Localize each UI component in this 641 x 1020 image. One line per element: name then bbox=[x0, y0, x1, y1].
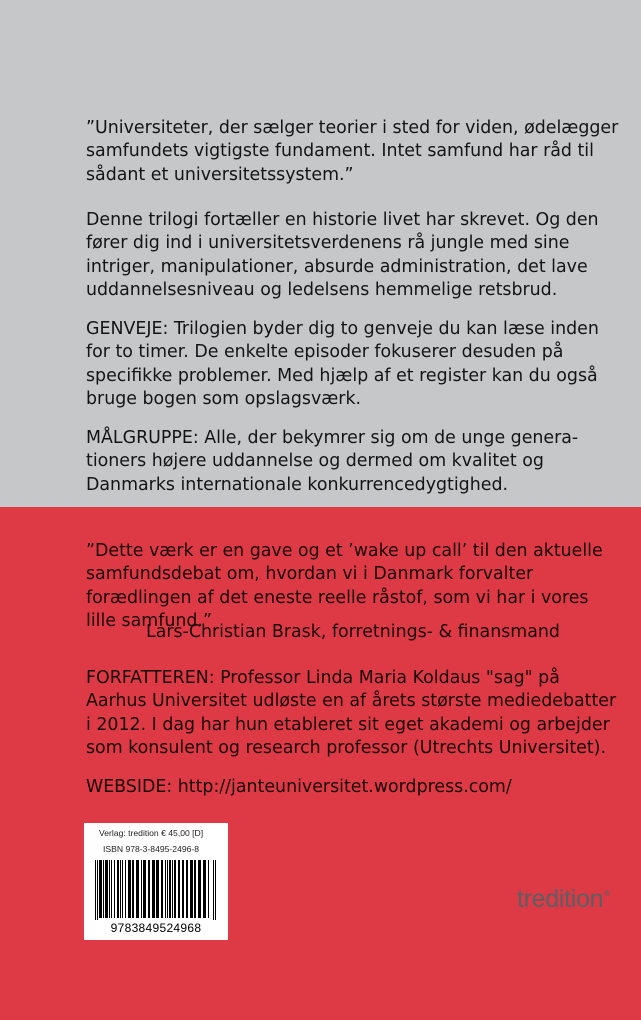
website-line bbox=[86, 776, 512, 799]
malgruppe-line: tioners højere uddannelse og dermed om kvalitet og bbox=[86, 451, 544, 472]
barcode-bar bbox=[109, 860, 110, 918]
description-line: intriger, manipulationer, absurde administration, det lave bbox=[86, 256, 588, 277]
barcode-bar bbox=[111, 860, 112, 918]
barcode-bar bbox=[198, 860, 201, 918]
quote-line: samfundets vigtigste fundament. Intet samfund har råd til bbox=[86, 141, 594, 162]
barcode-bar bbox=[169, 860, 171, 918]
description-line: Denne trilogi fortæller en historie livet har skrevet. Og den bbox=[86, 210, 599, 230]
barcode-bar bbox=[99, 860, 102, 918]
barcode-image bbox=[94, 860, 218, 920]
barcode-bar bbox=[105, 860, 108, 918]
logo-text: tredition bbox=[517, 885, 604, 913]
barcode-bar bbox=[182, 860, 184, 918]
barcode-bar bbox=[208, 860, 209, 918]
publisher-price: Verlag: tredition € 45,00 [D] bbox=[99, 828, 204, 838]
description-line: fører dig ind i universitetsverdenens rå jungle med sine bbox=[86, 233, 570, 254]
quote-line: sådant et universitetssystem.” bbox=[86, 164, 354, 185]
barcode-bar bbox=[132, 860, 134, 918]
genveje-paragraph bbox=[86, 318, 599, 412]
barcode-bar bbox=[122, 860, 123, 918]
barcode-bar bbox=[215, 860, 216, 920]
description-paragraph bbox=[86, 209, 599, 303]
barcode-bar bbox=[165, 860, 166, 918]
barcode-bar bbox=[172, 860, 173, 918]
review-line: lille samfund.” bbox=[86, 611, 212, 632]
genveje-line: bruge bogen som opslagsværk. bbox=[86, 389, 362, 410]
barcode-number: 9783849524968 bbox=[110, 921, 202, 935]
author-line: FORFATTEREN: Professor Linda Maria Koldaus "sag" på bbox=[86, 668, 560, 688]
barcode-bar bbox=[203, 860, 206, 918]
author-line: i 2012. I dag har hun etableret sit eget akademi og arbejder bbox=[86, 714, 610, 735]
registered-mark: ® bbox=[604, 889, 610, 898]
barcode-bar bbox=[143, 860, 146, 918]
quote-line: ”Universiteter, der sælger teorier i sted for viden, ødelægger bbox=[86, 118, 619, 138]
barcode-bar bbox=[194, 860, 196, 918]
tredition-logo bbox=[517, 885, 610, 914]
review-line: forædlingen af det eneste reelle råstof, som vi har i vores bbox=[86, 587, 589, 608]
barcode-label bbox=[84, 823, 228, 940]
barcode-bar bbox=[152, 860, 155, 918]
malgruppe-line: Danmarks internationale konkurrencedygtighed. bbox=[86, 474, 509, 495]
barcode-bar bbox=[117, 860, 119, 918]
barcode-bar bbox=[167, 860, 168, 918]
barcode-bar bbox=[95, 860, 96, 920]
bottom-red-section bbox=[0, 507, 641, 1020]
barcode-bar bbox=[186, 860, 188, 918]
genveje-line: for to timer. De enkelte episoder fokuserer desuden på bbox=[86, 342, 564, 363]
genveje-line: GENVEJE: Trilogien byder dig to genveje du kan læse inden bbox=[86, 319, 599, 339]
malgruppe-paragraph bbox=[86, 427, 578, 497]
description-line: uddannelsesniveau og ledelsens hemmelige retsbrud. bbox=[86, 280, 558, 301]
barcode-bar bbox=[178, 860, 180, 918]
opening-quote bbox=[86, 117, 618, 187]
barcode-bar bbox=[213, 860, 214, 920]
author-paragraph bbox=[86, 667, 616, 761]
barcode-bar bbox=[161, 860, 163, 918]
barcode-bar bbox=[136, 860, 139, 918]
review-attribution: Lars-Christian Brask, forretnings- & finansmand bbox=[146, 622, 560, 642]
barcode-bar bbox=[97, 860, 98, 920]
review-quote bbox=[86, 540, 603, 634]
barcode-bar bbox=[148, 860, 150, 918]
author-line: Aarhus Universitet udløste en af årets største mediedebatter bbox=[86, 691, 617, 712]
barcode-bar bbox=[174, 860, 176, 918]
barcode-bar bbox=[120, 860, 121, 918]
malgruppe-line: MÅLGRUPPE: Alle, der bekymrer sig om de unge genera- bbox=[86, 428, 579, 448]
barcode-bar bbox=[141, 860, 142, 918]
author-line: som konsulent og research professor (Utrechts Universitet). bbox=[86, 738, 606, 759]
review-line: samfundsdebat om, hvordan vi i Danmark forvalter bbox=[86, 564, 534, 585]
barcode-bar bbox=[128, 860, 131, 918]
website-text: WEBSIDE: http://janteuniversitet.wordpress.com/ bbox=[86, 777, 512, 797]
barcode-bar bbox=[125, 860, 126, 918]
isbn-text: ISBN 978-3-8495-2496-8 bbox=[103, 844, 200, 854]
top-grey-section bbox=[0, 0, 641, 507]
barcode-bar bbox=[156, 860, 159, 918]
barcode-bar bbox=[103, 860, 104, 918]
review-line: ”Dette værk er en gave og et ’wake up call’ til den aktuelle bbox=[86, 541, 603, 561]
barcode-bar bbox=[190, 860, 193, 918]
barcode-bar bbox=[114, 860, 115, 918]
genveje-line: specifikke problemer. Med hjælp af et register kan du også bbox=[86, 365, 598, 386]
